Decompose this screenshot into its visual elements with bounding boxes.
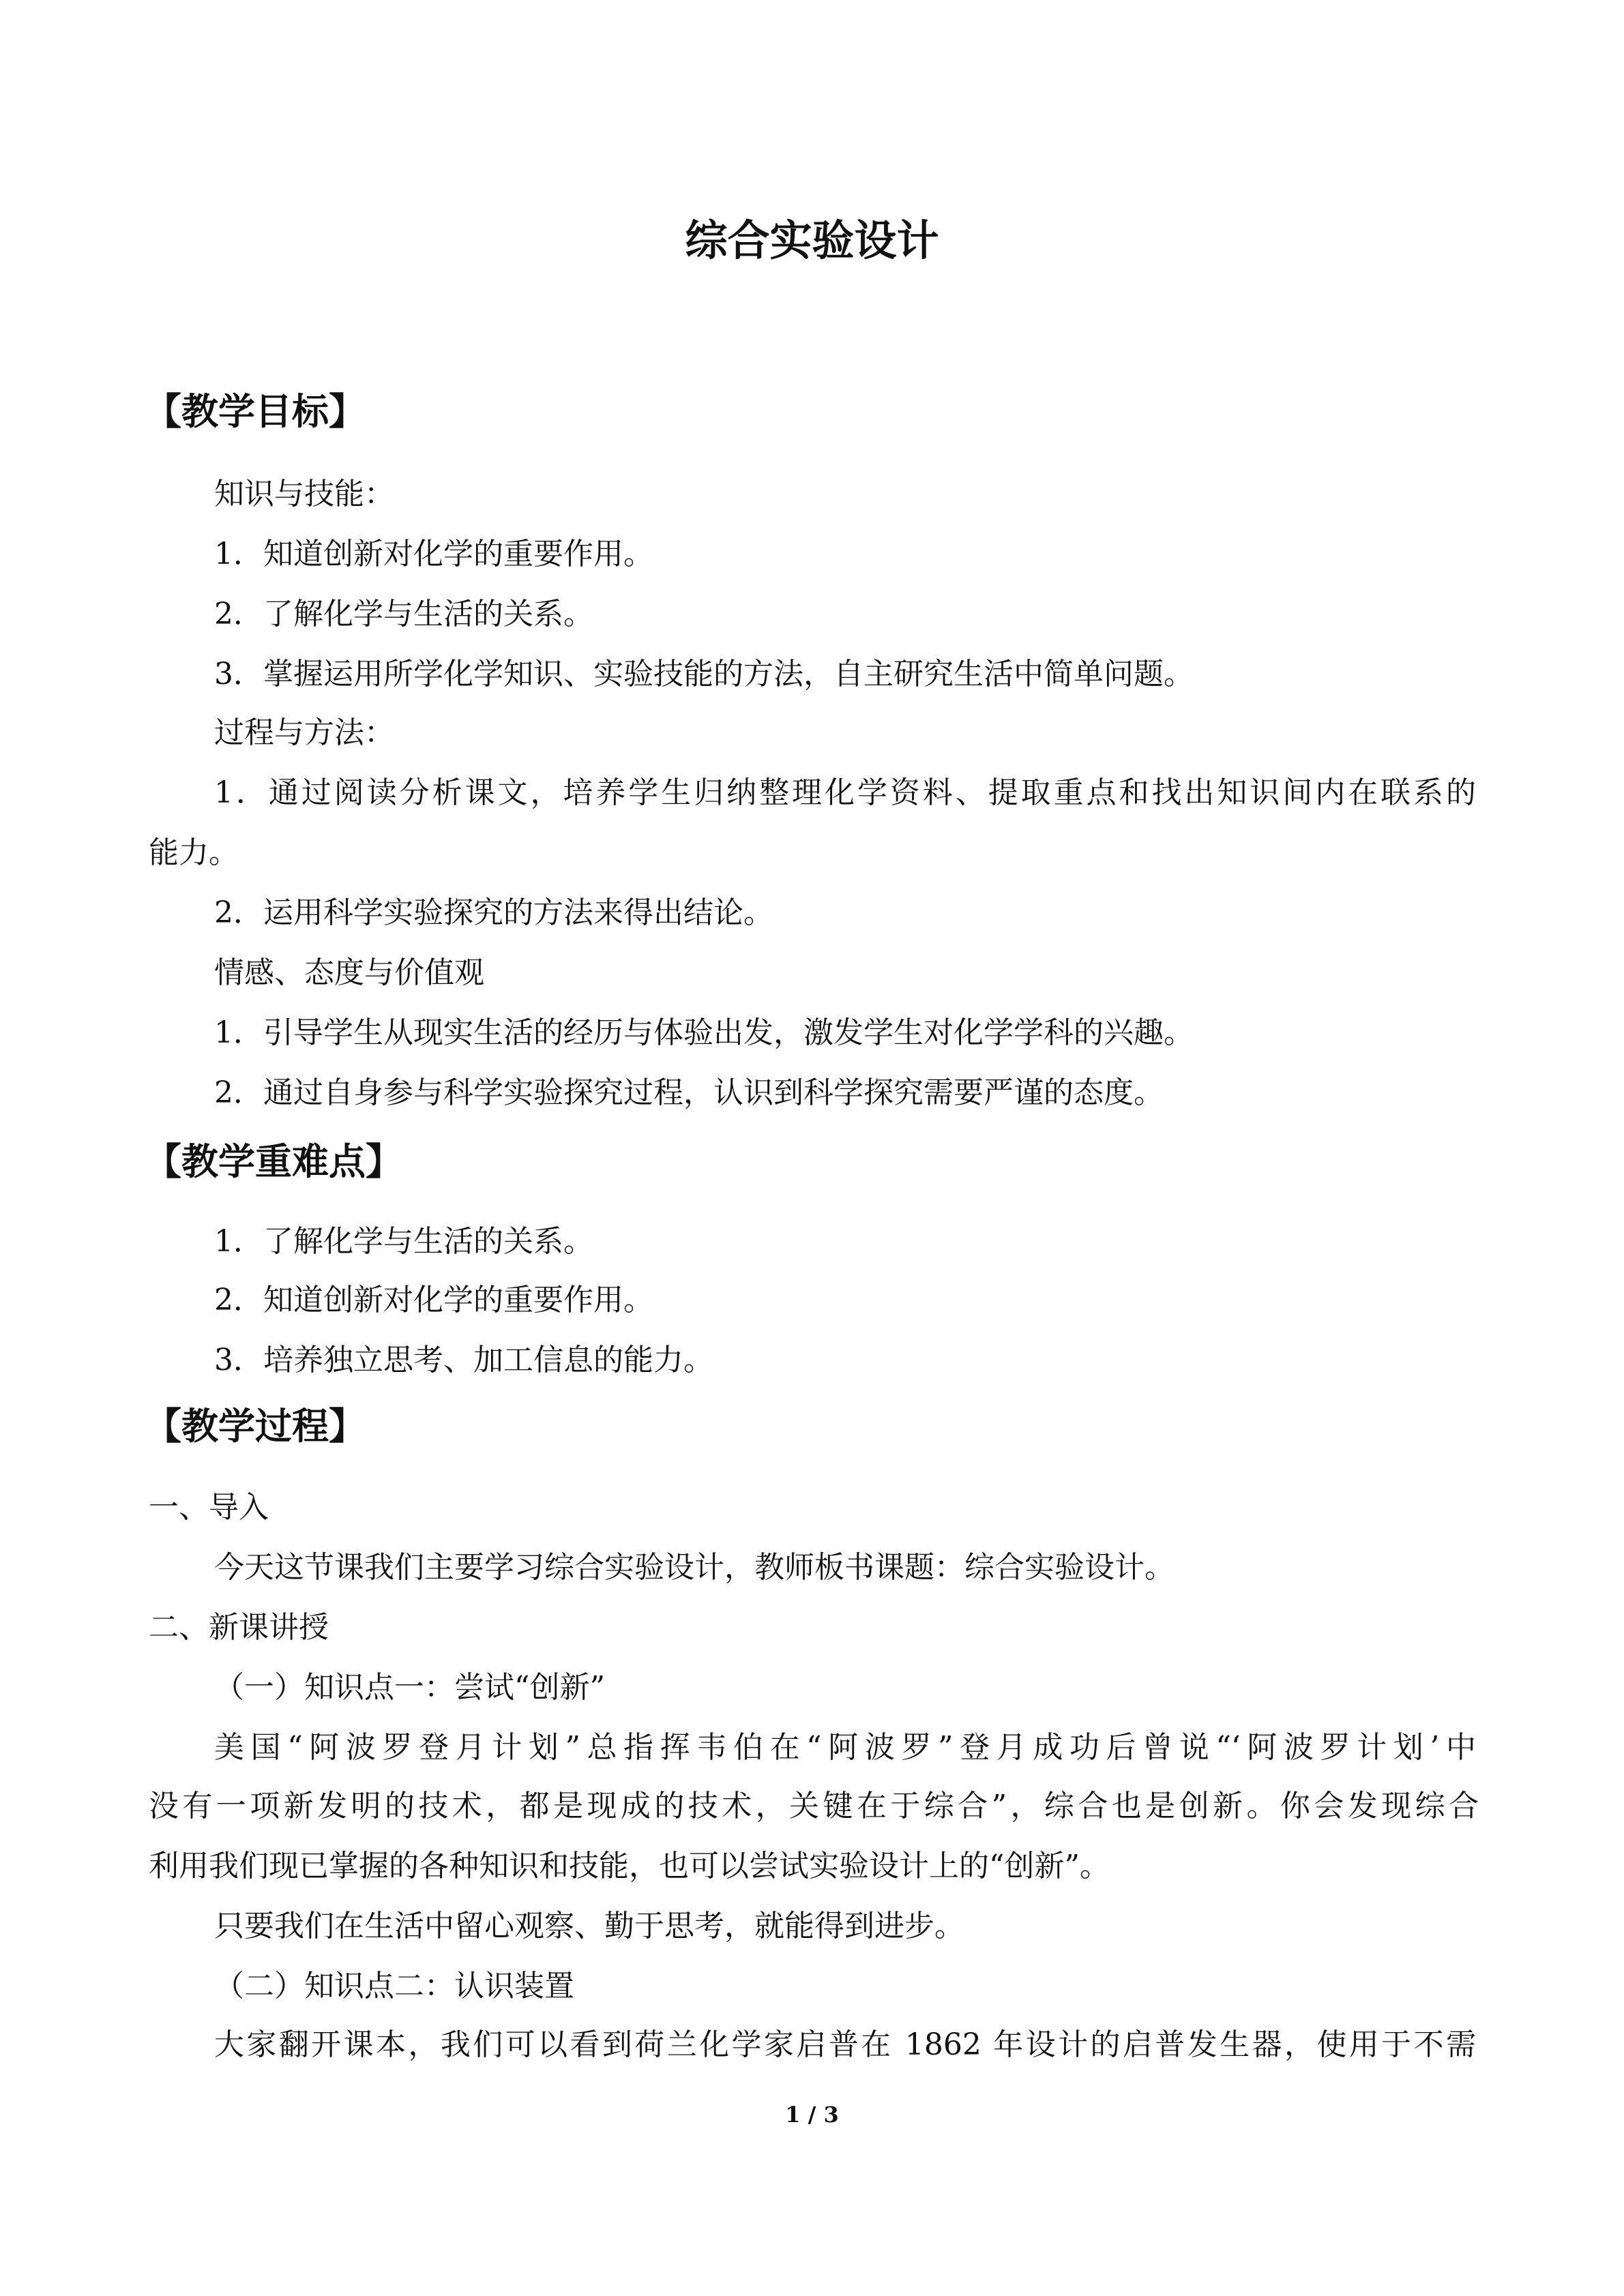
knowledge-point-1-paragraph-line: 利用我们现已掌握的各种知识和技能，也可以尝试实验设计上的“创新”。 <box>149 1849 1110 1883</box>
knowledge-point-1-text: 只要我们在生活中留心观察、勤于思考，就能得到进步。 <box>214 1909 964 1943</box>
process-item: 2．运用科学实验探究的方法来得出结论。 <box>214 895 773 930</box>
emotion-item: 1．引导学生从现实生活的经历与体验出发，激发学生对化学学科的兴趣。 <box>214 1015 1194 1050</box>
part2-label: 二、新课讲授 <box>149 1610 329 1645</box>
part1-text: 今天这节课我们主要学习综合实验设计，教师板书课题：综合实验设计。 <box>214 1550 1175 1585</box>
key-point-item: 2．知道创新对化学的重要作用。 <box>214 1283 653 1317</box>
knowledge-point-1-paragraph-line: 美国“阿波罗登月计划”总指挥韦伯在“阿波罗”登月成功后曾说“‘阿波罗计划’中 <box>214 1730 1476 1765</box>
knowledge-item: 3．掌握运用所学化学知识、实验技能的方法，自主研究生活中简单问题。 <box>214 657 1194 691</box>
knowledge-point-2-text: 大家翻开课本，我们可以看到荷兰化学家启普在 1862 年设计的启普发生器，使用于不需 <box>214 2027 1476 2062</box>
process-item-continued: 能力。 <box>149 835 239 870</box>
process-item: 1．通过阅读分析课文，培养学生归纳整理化学资料、提取重点和找出知识间内在联系的 <box>214 775 1476 810</box>
key-point-item: 3．培养独立思考、加工信息的能力。 <box>214 1343 713 1377</box>
knowledge-point-1-paragraph-line: 没有一项新发明的技术，都是现成的技术，关键在于综合”，综合也是创新。你会发现综合 <box>149 1789 1479 1823</box>
knowledge-point-1-label: （一）知识点一：尝试“创新” <box>214 1670 605 1705</box>
knowledge-label: 知识与技能： <box>214 477 394 511</box>
emotion-label: 情感、态度与价值观 <box>214 955 484 990</box>
emotion-item: 2．通过自身参与科学实验探究过程，认识到科学探究需要严谨的态度。 <box>214 1075 1164 1110</box>
document-title: 综合实验设计 <box>685 215 939 265</box>
knowledge-point-2-label: （二）知识点二：认识装置 <box>214 1969 574 2003</box>
knowledge-item: 1．知道创新对化学的重要作用。 <box>214 537 653 571</box>
section-heading-process: 【教学过程】 <box>145 1405 366 1448</box>
key-point-item: 1．了解化学与生活的关系。 <box>214 1224 593 1259</box>
section-heading-key-points: 【教学重难点】 <box>145 1140 402 1183</box>
section-heading-objectives: 【教学目标】 <box>145 390 366 433</box>
page-number: 1 / 3 <box>785 2102 839 2128</box>
part1-label: 一、导入 <box>149 1490 269 1525</box>
knowledge-item: 2．了解化学与生活的关系。 <box>214 597 593 631</box>
process-label: 过程与方法： <box>214 715 394 750</box>
